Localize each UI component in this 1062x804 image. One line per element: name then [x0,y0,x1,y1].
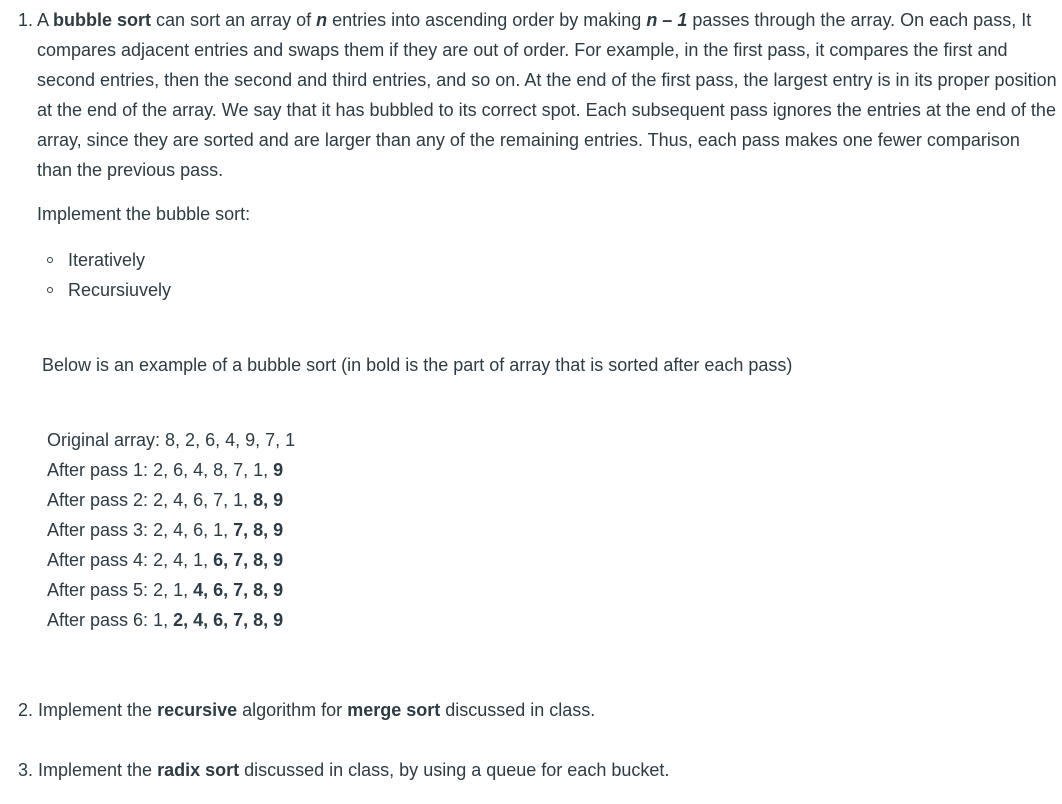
pass-line: After pass 3: 2, 4, 6, 1, 7, 8, 9 [47,520,284,540]
list-item: Recursiuvely [37,275,171,305]
pass-line: Original array: 8, 2, 6, 4, 9, 7, 1 [47,430,296,450]
recursive-term: recursive [157,700,238,720]
bullet-circle-icon [47,287,53,293]
question-1-number: 1. [18,10,34,30]
n-variable: n [316,10,328,30]
list-item: Iteratively [37,245,171,275]
question-3: 3. Implement the radix sort discussed in class, by using a queue for each bucket. [18,760,670,780]
implementation-list [37,245,171,305]
pass-line: After pass 1: 2, 6, 4, 8, 7, 1, 9 [47,460,284,480]
implement-intro: Implement the bubble sort: [37,204,251,224]
n-minus-1-term: n – 1 [646,10,688,30]
bullet-circle-icon [47,257,53,263]
example-intro: Below is an example of a bubble sort (in bold is the part of array that is sorted after each pass) [42,355,793,375]
pass-line: After pass 4: 2, 4, 1, 6, 7, 8, 9 [47,550,284,570]
pass-line: After pass 2: 2, 4, 6, 7, 1, 8, 9 [47,490,284,510]
question-3-number: 3. [18,760,34,780]
radix-sort-term: radix sort [157,760,240,780]
question-1-text: 1. A bubble sort can sort an array of n entries into ascending order by making n – 1 passes through the array. On each pass, It compares adjacent entries and swaps them if they are out of order. For example, in the first pass, it compares the first and second entries, then the second and third entries, and so on. At the end of the first pass, the largest entry is in its proper position at the end of the array. We say that it has bubbled to its correct spot. Each subsequent pass ignores the entries at the end of the array, since they are sorted and are larger than any of the remaining entries. Thus, each pass makes one fewer comparison than the previous pass. [18,10,1057,180]
merge-sort-term: merge sort [347,700,441,720]
pass-line: After pass 5: 2, 1, 4, 6, 7, 8, 9 [47,580,284,600]
question-2: 2. Implement the recursive algorithm for merge sort discussed in class. [18,700,596,720]
bubble-sort-example [47,425,295,635]
bubble-sort-term: bubble sort [53,10,152,30]
question-1 [18,5,1058,185]
pass-line: After pass 6: 1, 2, 4, 6, 7, 8, 9 [47,610,284,630]
question-2-number: 2. [18,700,34,720]
